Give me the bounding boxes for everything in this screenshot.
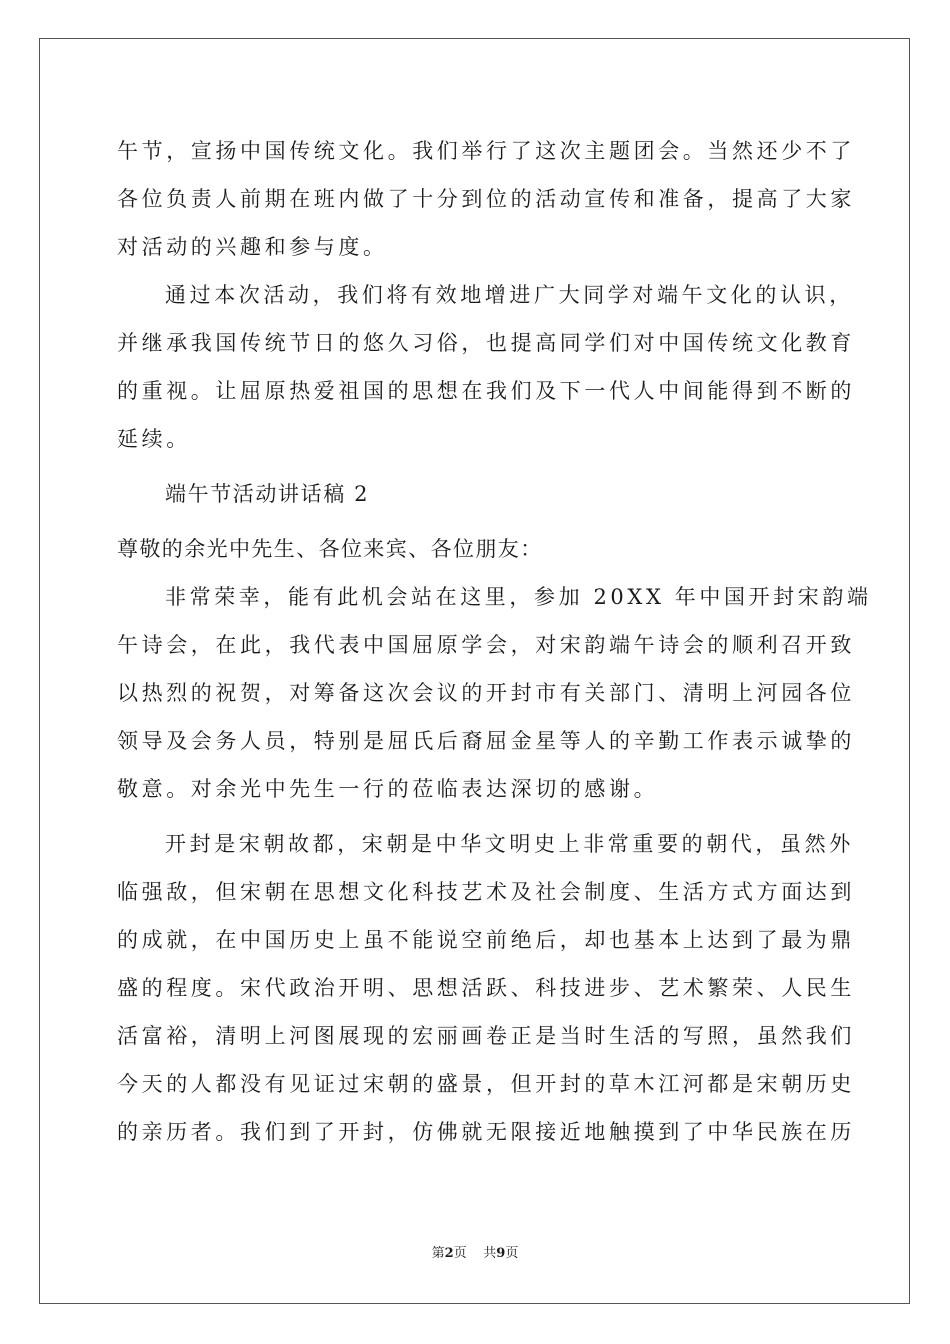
total-label-prefix: 共 bbox=[483, 1246, 497, 1261]
section-heading: 端午节活动讲话稿 2 bbox=[165, 482, 370, 506]
salutation: 尊敬的余光中先生、各位来宾、各位朋友： bbox=[117, 537, 543, 561]
text-line: 午诗会，在此，我代表中国屈原学会，对宋韵端午诗会的顺利召开致 bbox=[117, 633, 855, 657]
total-pages: 9 bbox=[496, 1246, 506, 1261]
text-line: 延续。 bbox=[117, 427, 191, 451]
text-line: 非常荣幸，能有此机会站在这里，参加 20XX 年中国开封宋韵端 bbox=[165, 585, 872, 609]
page-label-suffix: 页 bbox=[453, 1246, 467, 1261]
page-footer bbox=[0, 1244, 950, 1264]
total-label-suffix: 页 bbox=[505, 1246, 519, 1261]
text-line: 活富裕，清明上河图展现的宏丽画卷正是当时生活的写照，虽然我们 bbox=[117, 1024, 855, 1048]
text-line: 对活动的兴趣和参与度。 bbox=[117, 235, 388, 259]
text-line: 今天的人都没有见证过宋朝的盛景，但开封的草木江河都是宋朝历史 bbox=[117, 1072, 855, 1096]
page-number: 2 bbox=[444, 1246, 454, 1261]
text-line: 通过本次活动，我们将有效地增进广大同学对端午文化的认识， bbox=[165, 283, 854, 307]
text-line: 盛的程度。宋代政治开明、思想活跃、科技进步、艺术繁荣、人民生 bbox=[117, 976, 855, 1000]
text-line: 开封是宋朝故都，宋朝是中华文明史上非常重要的朝代，虽然外 bbox=[165, 832, 854, 856]
text-line: 的成就，在中国历史上虽不能说空前绝后，却也基本上达到了最为鼎 bbox=[117, 928, 855, 952]
text-line: 午节，宣扬中国传统文化。我们举行了这次主题团会。当然还少不了 bbox=[117, 139, 855, 163]
text-line: 各位负责人前期在班内做了十分到位的活动宣传和准备，提高了大家 bbox=[117, 187, 855, 211]
text-line: 并继承我国传统节日的悠久习俗，也提高同学们对中国传统文化教育 bbox=[117, 331, 855, 355]
text-line: 领导及会务人员，特别是屈氏后裔屈金星等人的辛勤工作表示诚挚的 bbox=[117, 729, 855, 753]
text-line: 临强敌，但宋朝在思想文化科技艺术及社会制度、生活方式方面达到 bbox=[117, 880, 855, 904]
text-line: 的重视。让屈原热爱祖国的思想在我们及下一代人中间能得到不断的 bbox=[117, 379, 855, 403]
text-line: 以热烈的祝贺，对筹备这次会议的开封市有关部门、清明上河园各位 bbox=[117, 681, 855, 705]
page-label-prefix: 第 bbox=[431, 1246, 445, 1261]
text-line: 敬意。对余光中先生一行的莅临表达深切的感谢。 bbox=[117, 777, 659, 801]
text-line: 的亲历者。我们到了开封，仿佛就无限接近地触摸到了中华民族在历 bbox=[117, 1120, 855, 1144]
